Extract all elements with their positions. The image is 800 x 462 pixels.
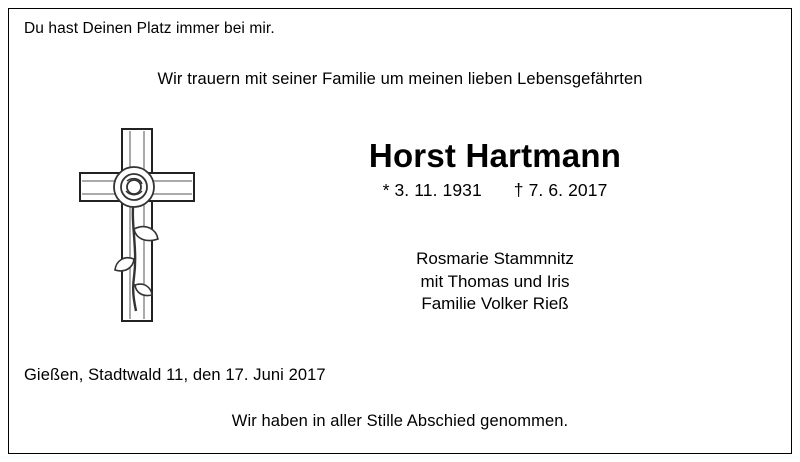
survivor-line: Familie Volker Rieß	[421, 294, 569, 314]
cross-with-rose-icon	[72, 125, 202, 325]
survivor-line: mit Thomas und Iris	[420, 271, 570, 291]
survivor-line: Rosmarie Stammnitz	[416, 249, 574, 268]
name-block	[210, 138, 780, 201]
life-dates	[210, 180, 780, 201]
survivors-block	[210, 248, 780, 316]
mourning-text: Wir trauern mit seiner Familie um meinen lieben Lebensgefährten	[157, 70, 643, 88]
closing-text: Wir haben in aller Stille Abschied genommen.	[231, 412, 569, 430]
place-and-date: Gießen, Stadtwald 11, den 17. Juni 2017	[24, 366, 326, 384]
birth-date: * 3. 11. 1931	[382, 180, 482, 201]
motto-text: Du hast Deinen Platz immer bei mir.	[24, 20, 275, 37]
deceased-name: Horst Hartmann	[368, 137, 622, 174]
death-date: † 7. 6. 2017	[513, 180, 608, 201]
